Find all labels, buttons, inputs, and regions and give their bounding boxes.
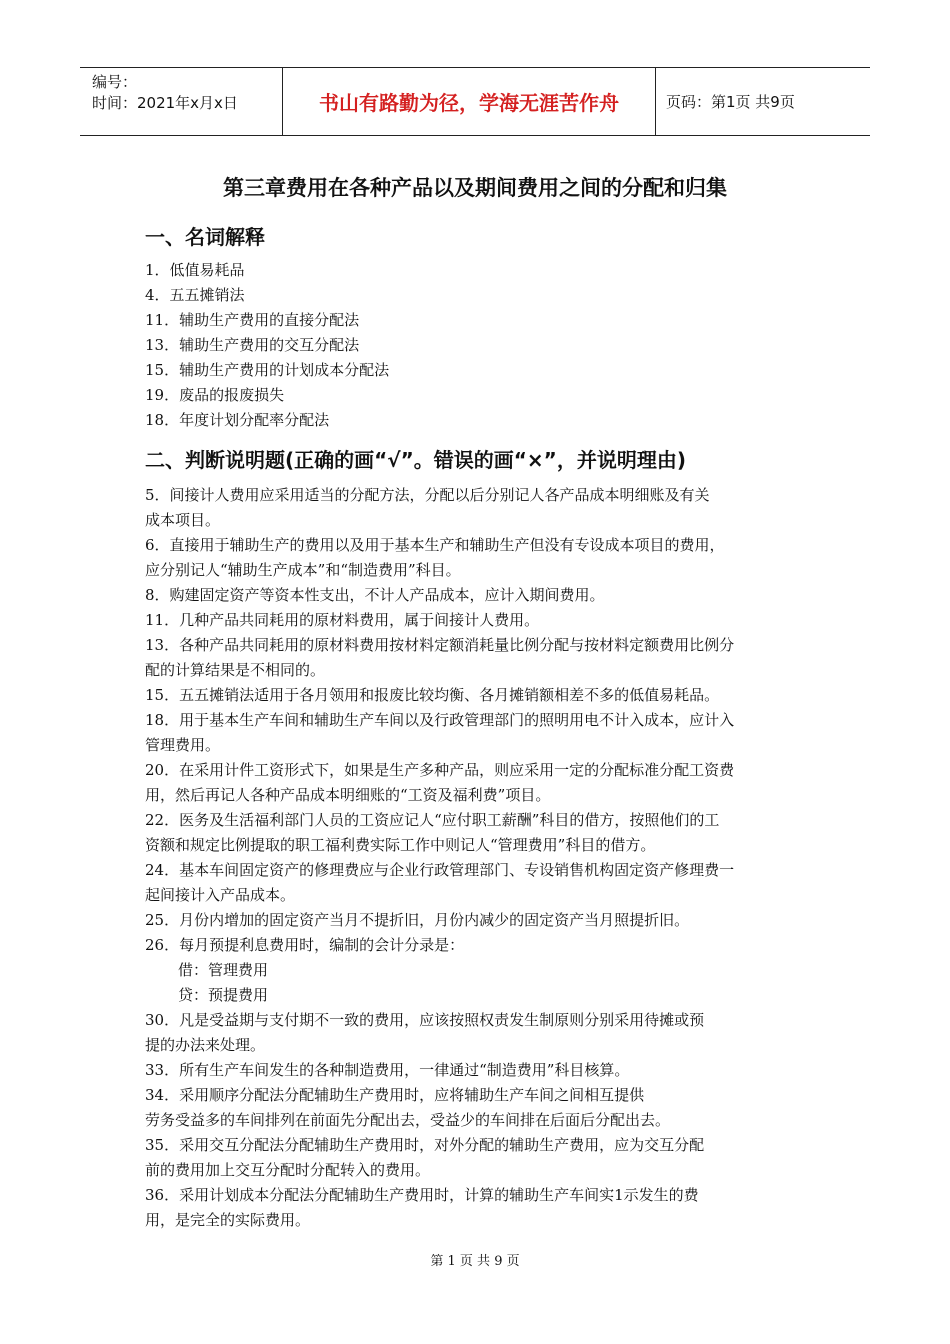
section-heading-judgement: 二、判断说明题(正确的画“√”。错误的画“×”，并说明理由): [145, 448, 686, 472]
list-line: 借：管理费用: [178, 961, 269, 979]
list-line: 提的办法来处理。: [145, 1036, 266, 1054]
time-label: 时间：2021年x月x日: [92, 94, 238, 112]
header-page-info: 页码：第1页 共9页: [666, 93, 795, 111]
list-line: 26．每月预提利息费用时，编制的会计分录是：: [145, 936, 465, 954]
section-heading-terms: 一、名词解释: [145, 225, 265, 249]
list-item: 13．辅助生产费用的交互分配法: [145, 336, 360, 354]
list-line: 24．基本车间固定资产的修理费应与企业行政管理部门、专设销售机构固定资产修理费一: [145, 861, 735, 879]
list-line: 6．直接用于辅助生产的费用以及用于基本生产和辅助生产但没有专设成本项目的费用，: [145, 536, 725, 554]
list-line: 33．所有生产车间发生的各种制造费用，一律通过“制造费用”科目核算。: [145, 1061, 630, 1079]
header-motto: 书山有路勤为径，学海无涯苦作舟: [282, 68, 656, 135]
list-item: 15．辅助生产费用的计划成本分配法: [145, 361, 390, 379]
list-line: 35．采用交互分配法分配辅助生产费用时，对外分配的辅助生产费用，应为交互分配: [145, 1136, 705, 1154]
list-line: 劳务受益多的车间排列在前面先分配出去，受益少的车间排在后面后分配出去。: [145, 1111, 671, 1129]
list-line: 用，是完全的实际费用。: [145, 1211, 311, 1229]
number-label: 编号：: [92, 73, 138, 91]
list-line: 18．用于基本生产车间和辅助生产车间以及行政管理部门的照明用电不计入成本，应计入: [145, 711, 735, 729]
list-line: 8．购建固定资产等资本性支出，不计人产品成本，应计入期间费用。: [145, 586, 605, 604]
page-footer: 第 1 页 共 9 页: [430, 1254, 520, 1269]
list-line: 25．月份内增加的固定资产当月不提折旧，月份内减少的固定资产当月照提折旧。: [145, 911, 690, 929]
list-line: 11．几种产品共同耗用的原材料费用，属于间接计人费用。: [145, 611, 540, 629]
list-line: 配的计算结果是不相同的。: [145, 661, 326, 679]
list-line: 13．各种产品共同耗用的原材料费用按材料定额消耗量比例分配与按材料定额费用比例分: [145, 636, 735, 654]
list-line: 30．凡是受益期与支付期不一致的费用，应该按照权责发生制原则分别采用待摊或预: [145, 1011, 705, 1029]
document-title: 第三章费用在各种产品以及期间费用之间的分配和归集: [223, 176, 727, 200]
list-line: 20．在采用计件工资形式下，如果是生产多种产品，则应采用一定的分配标准分配工资费: [145, 761, 735, 779]
terms-list: [145, 258, 815, 433]
judgement-list: [145, 483, 815, 1233]
list-line: 管理费用。: [145, 736, 221, 754]
list-item: 18．年度计划分配率分配法: [145, 411, 330, 429]
list-item: 11．辅助生产费用的直接分配法: [145, 311, 360, 329]
list-line: 应分别记人“辅助生产成本”和“制造费用”科目。: [145, 561, 461, 579]
list-item: 19．废品的报废损失: [145, 386, 285, 404]
list-line: 起间接计入产品成本。: [145, 886, 296, 904]
list-line: 36．采用计划成本分配法分配辅助生产费用时，计算的辅助生产车间实1示发生的费: [145, 1186, 699, 1204]
list-line: 成本项目。: [145, 511, 221, 529]
list-item: 4．五五摊销法: [145, 286, 245, 304]
list-line: 15．五五摊销法适用于各月领用和报废比较均衡、各月摊销额相差不多的低值易耗品。: [145, 686, 720, 704]
list-line: 用，然后再记人各种产品成本明细账的“工资及福利费”项目。: [145, 786, 551, 804]
list-line: 前的费用加上交互分配时分配转入的费用。: [145, 1161, 431, 1179]
list-line: 34．采用顺序分配法分配辅助生产费用时，应将辅助生产车间之间相互提供: [145, 1086, 645, 1104]
list-item: 1．低值易耗品: [145, 261, 245, 279]
list-line: 22．医务及生活福利部门人员的工资应记人“应付职工薪酬”科目的借方，按照他们的工: [145, 811, 720, 829]
list-line: 资额和规定比例提取的职工福利费实际工作中则记人“管理费用”科目的借方。: [145, 836, 656, 854]
list-line: 5．间接计人费用应采用适当的分配方法，分配以后分别记人各产品成本明细账及有关: [145, 486, 710, 504]
list-line: 贷：预提费用: [178, 986, 269, 1004]
page-header: [80, 67, 870, 136]
header-meta: [80, 68, 282, 135]
